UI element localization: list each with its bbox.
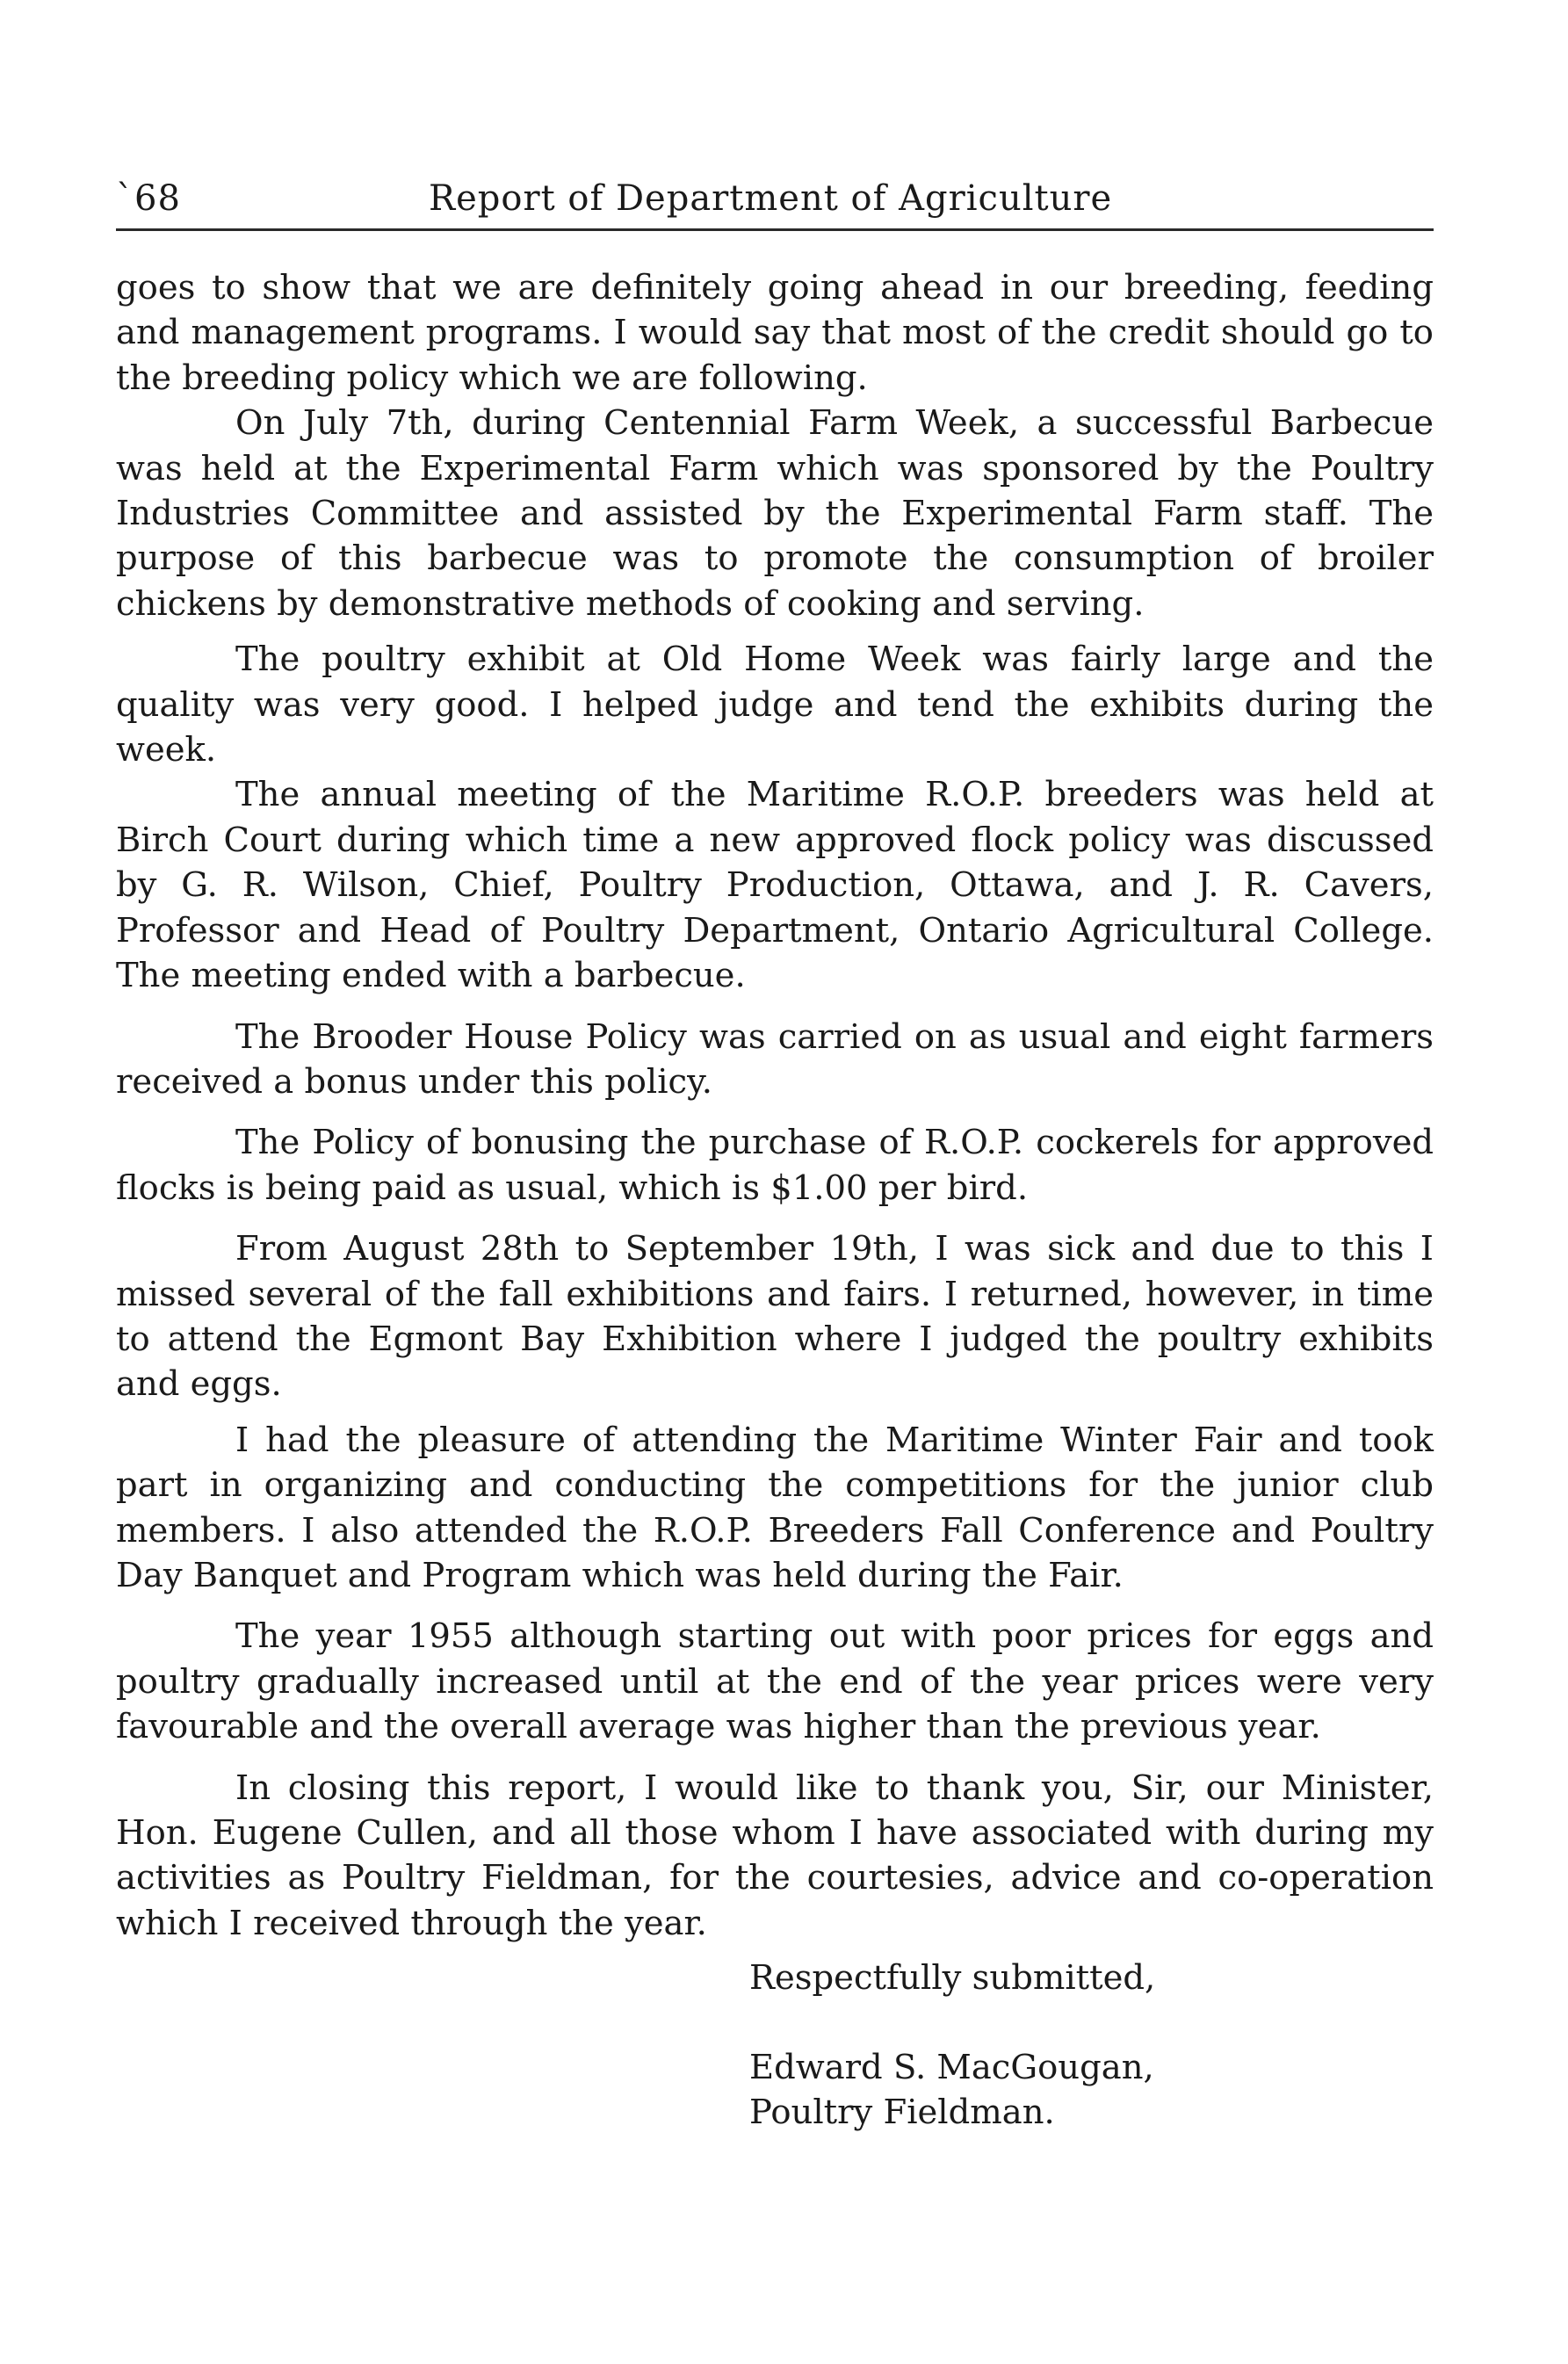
paragraph-old-home-week: The poultry exhibit at Old Home Week was fairly large and the quality was very good. I helped judge and tend the exhibits during the week. bbox=[116, 640, 1434, 770]
paragraph-rop-meeting: The annual meeting of the Maritime R.O.P. breeders was held at Birch Court during which time a new approved flock policy was discussed by G. R. Wilson, Chief, Poultry Production, Ottawa, and J. R. Cavers, Professor and Head of Poultry Department, Ontario Agricultural College. The meeting ended with a barbecue. bbox=[116, 775, 1434, 996]
paragraph-brooder-house-policy: The Brooder House Policy was carried on as usual and eight farmers received a bonus under this policy. bbox=[116, 1016, 1434, 1102]
paragraph-illness: From August 28th to September 19th, I was sick and due to this I missed several of the fall exhibitions and fairs. I returned, however, in time to attend the Egmont Bay Exhibition where I judged the poultry exhibits and eggs. bbox=[116, 1229, 1434, 1405]
page-number: `68 bbox=[116, 178, 181, 219]
header-rule bbox=[116, 228, 1434, 231]
closing-line bbox=[749, 1956, 1434, 2000]
signature-block bbox=[749, 2045, 1434, 2136]
running-title: Report of Department of Agriculture bbox=[429, 178, 1113, 219]
paragraph-winter-fair: I had the pleasure of attending the Maritime Winter Fair and took part in organizing and conducting the competitions for the junior club members. I also attended the R.O.P. Breeders Fall Conference and Poultry Day Banquet and Program which was held during the Fair. bbox=[116, 1420, 1434, 1595]
signer-name: Edward S. MacGougan, bbox=[749, 2048, 1154, 2087]
report-body bbox=[116, 265, 1434, 1946]
paragraph-closing-thanks: In closing this report, I would like to thank you, Sir, our Minister, Hon. Eugene Cullen, and all those whom I have associated with during my activities as Poultry Fieldman, for the courtesies, advice and co-operation which I received through the year. bbox=[116, 1768, 1434, 1943]
paragraph-barbecue: On July 7th, during Centennial Farm Week, a successful Barbecue was held at the Experimental Farm which was sponsored by the Poultry Industries Committee and assisted by the Experimental Farm staff. The purpose of this barbecue was to promote the consumption of broiler chickens by demonstrative methods of cooking and serving. bbox=[116, 403, 1434, 624]
paragraph-prices-1955: The year 1955 although starting out with poor prices for eggs and poultry gradually increased until at the end of the year prices were very favourable and the overall average was higher than the previous year. bbox=[116, 1616, 1434, 1747]
signer-position: Poultry Fieldman. bbox=[749, 2093, 1055, 2133]
paragraph-continuation: goes to show that we are definitely going ahead in our breeding, feeding and management programs. I would say that most of the credit should go to the breeding policy which we are following. bbox=[116, 268, 1434, 398]
paragraph-cockerel-bonus: The Policy of bonusing the purchase of R.O.P. cockerels for approved flocks is being paid as usual, which is $1.00 per bird. bbox=[116, 1123, 1434, 1208]
running-header bbox=[116, 172, 1434, 225]
complimentary-close: Respectfully submitted, bbox=[749, 1958, 1156, 1998]
